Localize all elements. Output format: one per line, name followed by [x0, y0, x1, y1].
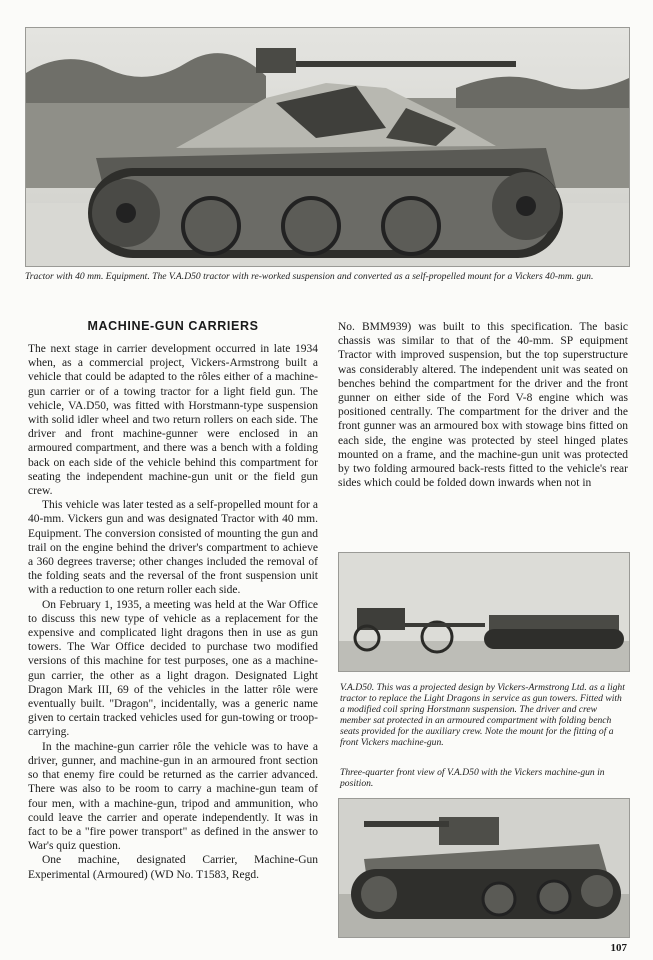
photo-vad50-tractor — [338, 552, 630, 672]
figure-caption-top: Tractor with 40 mm. Equipment. The V.A.D50 tractor with re-worked suspension and converted as a self-propelled mount for a Vickers 40-mm. gun. — [25, 271, 594, 282]
left-paragraph-2: This vehicle was later tested as a self-propelled mount for a 40-mm. Vickers gun and was designated Tractor with 40 mm. Equipment. The conversion consisted of mounting the gun and trail on the engine behind the driver's compartment to achieve a 360 degrees traverse; other changes included the removal of the folding seats and the reversal of the front suspension unit with a reduction to one return roller each side. — [28, 499, 318, 597]
left-paragraph-1: The next stage in carrier development occurred in late 1934 when, as a commercial project, Vickers-Armstrong built a vehicle that could be adapted to the rôles either of a machine-gun carrier or of a towing tractor for a light field gun. The vehicle, VA.D50, was fitted with Horstmann-type suspension with solid idler wheel and two return rollers on each side. The driver and front machine-gunner were enclosed in an armoured compartment, and there was a bench with a folding back on each side of the vehicle behind this compartment for seating the independent machine-gun unit or the field gun crew. — [28, 343, 318, 498]
section-heading: MACHINE-GUN CARRIERS — [87, 319, 259, 333]
page-number: 107 — [610, 942, 627, 954]
photo-tractor-40mm — [25, 27, 630, 267]
left-column — [28, 342, 318, 882]
figure-caption-mid: V.A.D50. This was a projected design by Vickers-Armstrong Ltd. as a light tractor to replace the Light Dragons in service as gun towers. Fitted with a modified coil spring Horstmann suspension. The driver and crew member sat protected in an armoured compartment with folding bench seats provided for the auxiliary crew. Note the mount for the fitting of a front Vickers machine-gun. — [340, 682, 625, 748]
left-paragraph-3: On February 1, 1935, a meeting was held at the War Office to discuss this new type of vehicle as a replacement for the expensive and complicated light dragons then in use as gun towers. The War Office decided to purchase two modified versions of this machine for test purposes, one as a machine-gun carrier, the other as a light dragon. Designated Light Dragon Mark III, 69 of the vehicles in the latter rôle were eventually built. "Dragon", incidentally, was a generic name given to certain tracked vehicles used for gun-towing or troop-carrying. — [28, 598, 318, 739]
left-paragraph-4: In the machine-gun carrier rôle the vehicle was to have a driver, gunner, and machine-gun in an armoured front section so that enemy fire could be returned as the carrier advanced. There was also to be room to carry a machine-gun team of four men, with a machine-gun, tripod and ammunition, who could leave the carrier and operate independently. It was in fact to be a "fire power transport" as defined in the answer to War's quiz question. — [28, 740, 318, 853]
right-paragraph-1: No. BMM939) was built to this specification. The basic chassis was similar to that of the 40-mm. SP equipment Tractor with improved suspension, but the top superstructure was considerably altered. The independent unit was seated on benches behind the compartment for the driver and the front gunner on either side of the Ford V-8 engine which was positioned centrally. The compartment for the driver and the front gunner was an armoured box with stowage bins fitted on each side, the engine was protected by steel hinged plates mounted on a frame, and the machine-gun unit was protected by two folding armoured back-rests fitted to the vehicle's rear sides which could be folded down inwards when not in — [338, 321, 628, 490]
left-paragraph-5: One machine, designated Carrier, Machine-Gun Experimental (Armoured) (WD No. T1583, Regd. — [28, 854, 318, 881]
photo-vad50-machine-gun — [338, 798, 630, 938]
figure-caption-bottom: Three-quarter front view of V.A.D50 with the Vickers machine-gun in position. — [340, 767, 605, 789]
right-column — [338, 320, 628, 490]
